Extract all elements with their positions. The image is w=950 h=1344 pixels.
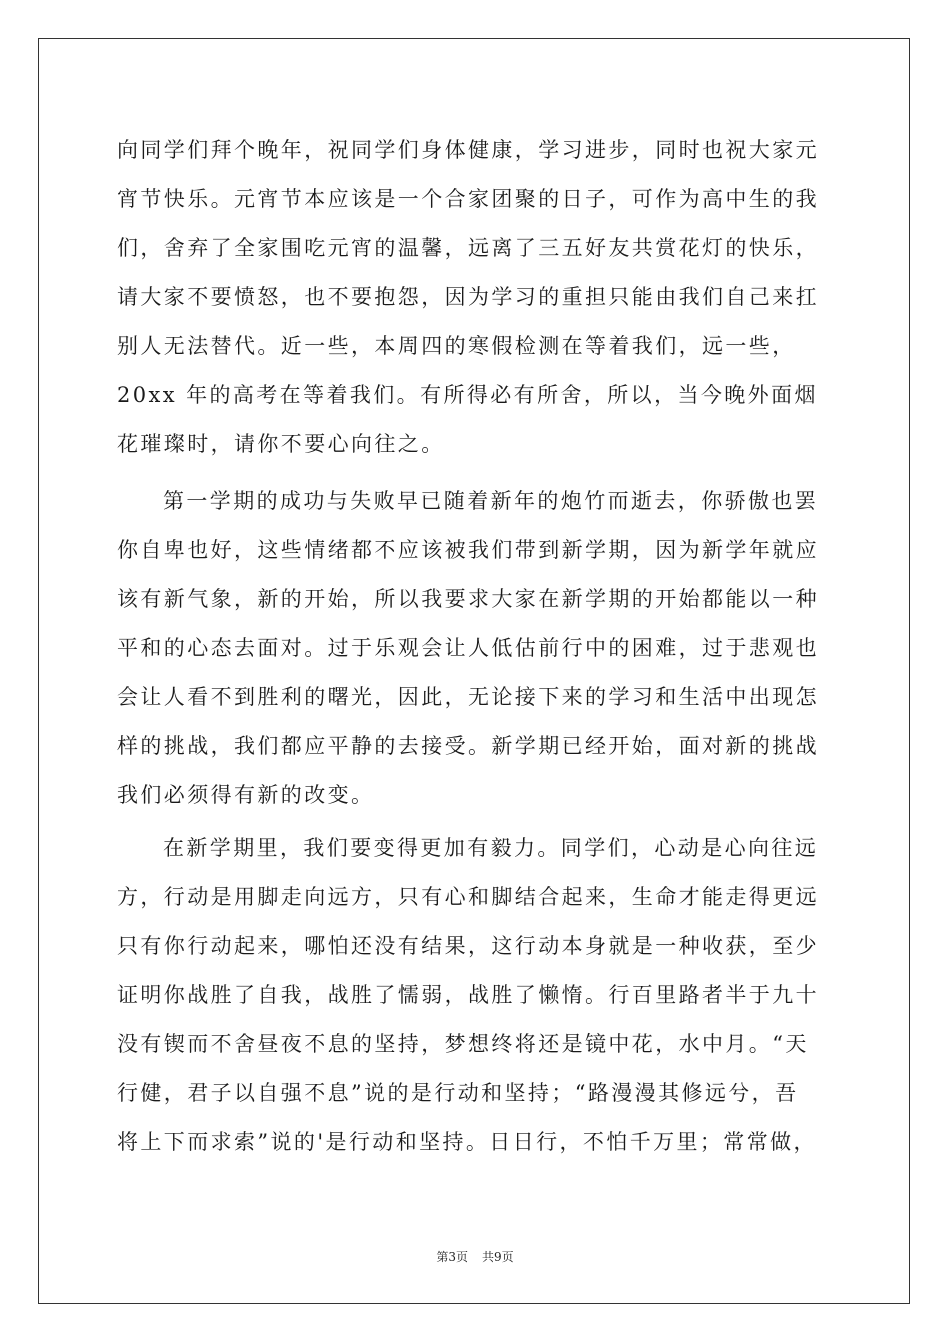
page-footer [0, 1249, 950, 1265]
paragraph-line: 宵节快乐。元宵节本应该是一个合家团聚的日子，可作为高中生的我 [117, 187, 819, 211]
paragraph-line: 样的挑战，我们都应平静的去接受。新学期已经开始，面对新的挑战 [117, 734, 819, 758]
page-border [38, 38, 910, 1304]
paragraph-line: 向同学们拜个晚年，祝同学们身体健康，学习进步，同时也祝大家元 [117, 138, 819, 162]
page-total: 共9页 [482, 1250, 514, 1264]
paragraph-line: 将上下而求索”说的'是行动和坚持。日日行，不怕千万里；常常做， [117, 1130, 817, 1154]
page-number: 第3页 [436, 1250, 468, 1264]
paragraph-line: 别人无法替代。近一些，本周四的寒假检测在等着我们，远一些， [117, 334, 796, 358]
paragraph-line: 行健，君子以自强不息”说的是行动和坚持；“路漫漫其修远兮，吾 [117, 1081, 799, 1105]
paragraph-line: 平和的心态去面对。过于乐观会让人低估前行中的困难，过于悲观也 [117, 636, 819, 660]
paragraph-line: 方，行动是用脚走向远方，只有心和脚结合起来，生命才能走得更远 [117, 885, 819, 909]
paragraph-line: 花璀璨时，请你不要心向往之。 [117, 432, 445, 456]
paragraph-line: 只有你行动起来，哪怕还没有结果，这行动本身就是一种收获，至少 [117, 934, 819, 958]
paragraph-line: 该有新气象，新的开始，所以我要求大家在新学期的开始都能以一种 [117, 587, 819, 611]
paragraph-line: 会让人看不到胜利的曙光，因此，无论接下来的学习和生活中出现怎 [117, 685, 819, 709]
paragraph-line: 第一学期的成功与失败早已随着新年的炮竹而逝去，你骄傲也罢 [163, 489, 819, 513]
paragraph-line: 20xx 年的高考在等着我们。有所得必有所舍，所以，当今晚外面烟 [117, 383, 818, 407]
paragraph-line: 们，舍弃了全家围吃元宵的温馨，远离了三五好友共赏花灯的快乐， [117, 236, 819, 260]
paragraph-line: 请大家不要愤怒，也不要抱怨，因为学习的重担只能由我们自己来扛 [117, 285, 819, 309]
paragraph-line: 我们必须得有新的改变。 [117, 783, 375, 807]
paragraph-line: 没有锲而不舍昼夜不息的坚持，梦想终将还是镜中花，水中月。“天 [117, 1032, 809, 1056]
paragraph-line: 在新学期里，我们要变得更加有毅力。同学们，心动是心向往远 [163, 836, 819, 860]
paragraph-line: 你自卑也好，这些情绪都不应该被我们带到新学期，因为新学年就应 [117, 538, 819, 562]
paragraph-line: 证明你战胜了自我，战胜了懦弱，战胜了懒惰。行百里路者半于九十 [117, 983, 819, 1007]
